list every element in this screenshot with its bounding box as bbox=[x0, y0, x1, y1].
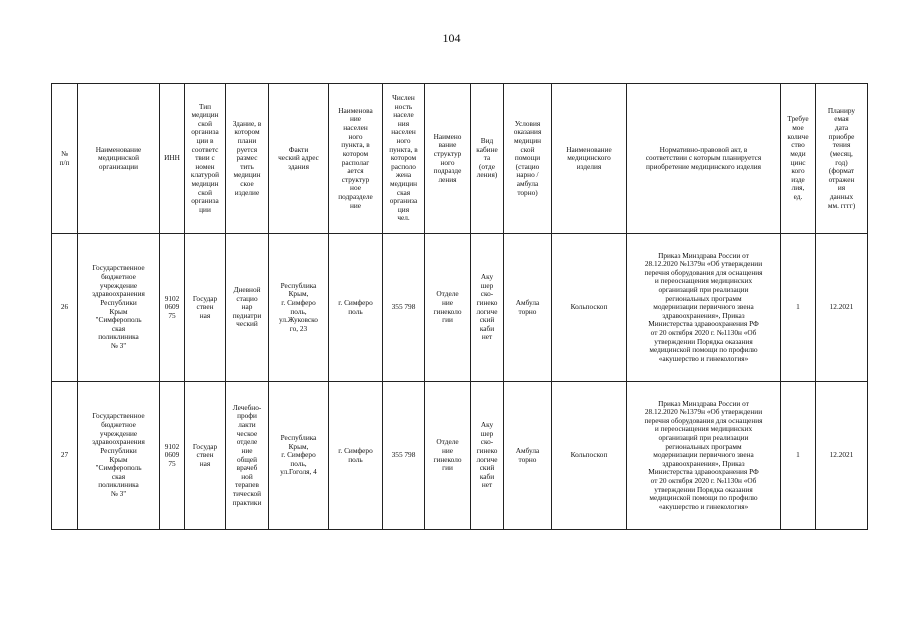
header-cell-population: Числен ность населе ния населен ного пункта, в котором располо жена медицин ская организа ция чел. bbox=[383, 84, 425, 234]
cell-inn: 9102 0609 75 bbox=[160, 234, 185, 382]
cell-cabinet: Аку шер ско- гинеко логиче ский каби нет bbox=[471, 382, 504, 530]
header-cell-inn: ИНН bbox=[160, 84, 185, 234]
equipment-table bbox=[51, 83, 868, 530]
header-cell-org: Наименование медицинской организации bbox=[78, 84, 160, 234]
cell-qty: 1 bbox=[781, 382, 816, 530]
table-row bbox=[52, 382, 868, 530]
header-cell-type: Тип медицин ской организа ции в соответс твии с номен клатурой медицин ской организа ции bbox=[185, 84, 226, 234]
cell-qty: 1 bbox=[781, 234, 816, 382]
cell-act: Приказ Минздрава России от 28.12.2020 №1379н «Об утверждении перечня оборудования для оснащения и переоснащения медицинских организаций при реализации региональных программ модернизации первичного звена здравоохранения», Приказ Министерства здравоохранения РФ от 20 октября 2020 г. №1130н «Об утверждении Порядка оказания медицинской помощи по профилю «акушерство и гинекология» bbox=[627, 234, 781, 382]
header-cell-qty: Требуе мое количе ство меди цинс кого изде лия, ед. bbox=[781, 84, 816, 234]
cell-cabinet: Аку шер ско- гинеко логиче ский каби нет bbox=[471, 234, 504, 382]
cell-date: 12.2021 bbox=[816, 382, 868, 530]
header-cell-act: Нормативно-правовой акт, в соответствии с которым планируется приобретение медицинского изделия bbox=[627, 84, 781, 234]
cell-conditions: Амбула торно bbox=[504, 234, 552, 382]
cell-inn: 9102 0609 75 bbox=[160, 382, 185, 530]
cell-locality: г. Симферо поль bbox=[329, 234, 383, 382]
cell-address: Республика Крым, г. Симферо поль, ул.Гоголя, 4 bbox=[269, 382, 329, 530]
table-row bbox=[52, 234, 868, 382]
cell-building: Дневной стацио нар педиатри ческий bbox=[226, 234, 269, 382]
header-cell-conditions: Условия оказания медицин ской помощи (стацио нарно / амбула торно) bbox=[504, 84, 552, 234]
page-number: 104 bbox=[442, 31, 461, 45]
cell-division: Отделе ние гинеколо гии bbox=[425, 234, 471, 382]
header-cell-division: Наимено вание структур ного подразде ления bbox=[425, 84, 471, 234]
cell-building: Лечебно- профи лакти ческое отделе ние общей врачеб ной терапев тической практики bbox=[226, 382, 269, 530]
cell-device: Кольпоскоп bbox=[552, 382, 627, 530]
header-cell-date: Планиру емая дата приобре тения (месяц, год) (формат отражен ия данных мм. гггг) bbox=[816, 84, 868, 234]
cell-act: Приказ Минздрава России от 28.12.2020 №1379н «Об утверждении перечня оборудования для оснащения и переоснащения медицинских организаций при реализации региональных программ модернизации первичного звена здравоохранения», Приказ Министерства здравоохранения РФ от 20 октября 2020 г. №1130н «Об утверждении Порядка оказания медицинской помощи по профилю «акушерство и гинекология» bbox=[627, 382, 781, 530]
cell-conditions: Амбула торно bbox=[504, 382, 552, 530]
cell-org: Государственное бюджетное учреждение здравоохранения Республики Крым "Симферополь ская поликлиника № 3" bbox=[78, 382, 160, 530]
cell-type: Государ ствен ная bbox=[185, 234, 226, 382]
table-header-row bbox=[52, 84, 868, 234]
header-cell-cabinet: Вид кабине та (отде ления) bbox=[471, 84, 504, 234]
cell-locality: г. Симферо поль bbox=[329, 382, 383, 530]
header-cell-locality: Наименова ние населен ного пункта, в котором располаг ается структур ное подразделе ние bbox=[329, 84, 383, 234]
cell-population: 355 798 bbox=[383, 234, 425, 382]
cell-division: Отделе ние гинеколо гии bbox=[425, 382, 471, 530]
cell-device: Кольпоскоп bbox=[552, 234, 627, 382]
header-cell-num: № п/п bbox=[52, 84, 78, 234]
cell-date: 12.2021 bbox=[816, 234, 868, 382]
cell-address: Республика Крым, г. Симферо поль, ул.Жуковско го, 23 bbox=[269, 234, 329, 382]
cell-num: 27 bbox=[52, 382, 78, 530]
header-cell-device: Наименование медицинского изделия bbox=[552, 84, 627, 234]
cell-population: 355 798 bbox=[383, 382, 425, 530]
header-cell-address: Факти ческий адрес здания bbox=[269, 84, 329, 234]
header-cell-building: Здание, в котором плани руется размес тить медицин ское изделие bbox=[226, 84, 269, 234]
cell-org: Государственное бюджетное учреждение здравоохранения Республики Крым "Симферополь ская поликлиника № 3" bbox=[78, 234, 160, 382]
cell-type: Государ ствен ная bbox=[185, 382, 226, 530]
cell-num: 26 bbox=[52, 234, 78, 382]
